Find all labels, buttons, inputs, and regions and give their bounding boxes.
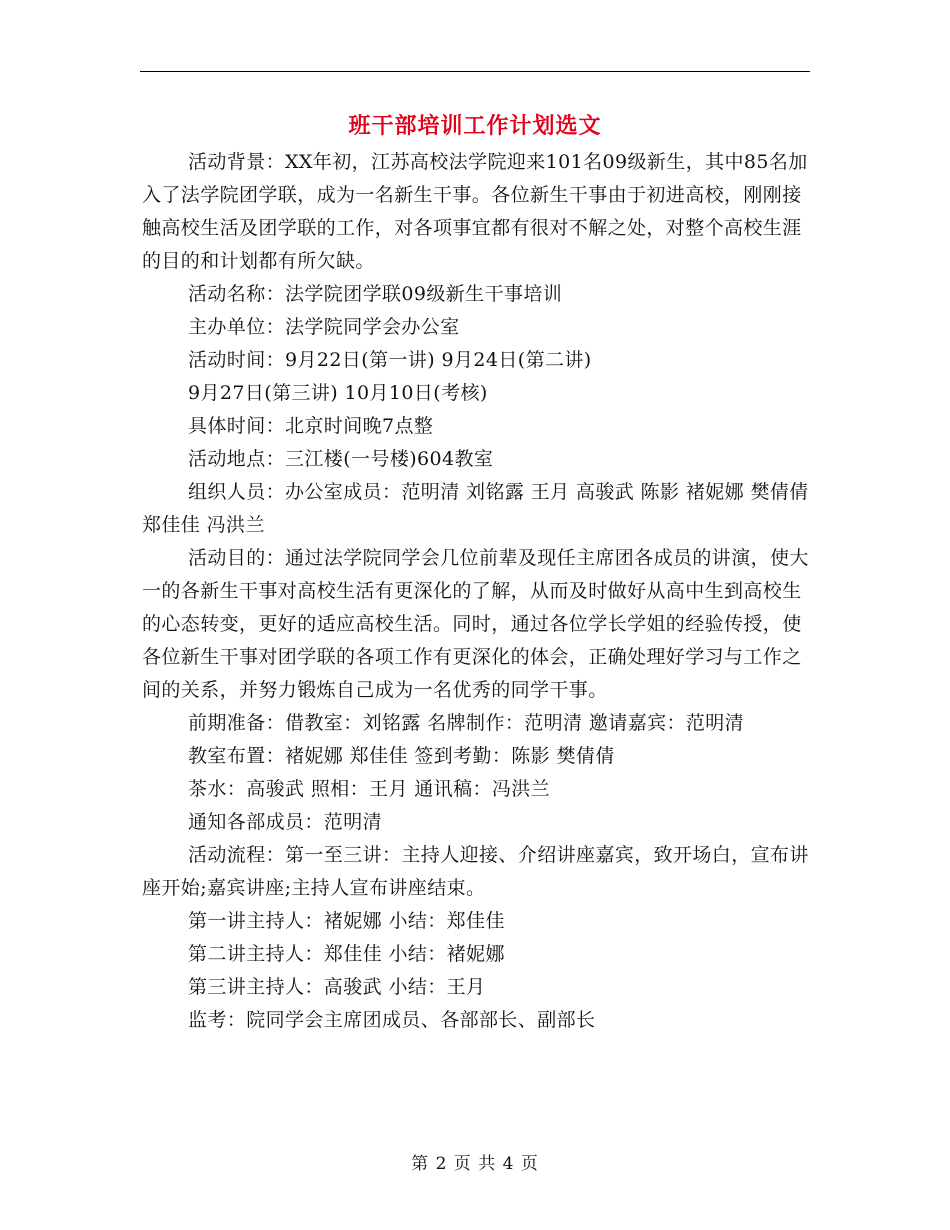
paragraph-process: 活动流程：第一至三讲：主持人迎接、介绍讲座嘉宾，致开场白，宣布讲座开始;嘉宾讲座;主持人宣布讲座结束。 <box>142 844 809 899</box>
document-title: 班干部培训工作计划选文 <box>348 113 602 139</box>
paragraph-specific-time: 具体时间：北京时间晚7点整 <box>188 415 434 437</box>
paragraph-host-1: 第一讲主持人：褚妮娜 小结：郑佳佳 <box>188 910 505 932</box>
page-number: 第 2 页 共 4 页 <box>411 1154 539 1174</box>
paragraph-location: 活动地点：三江楼(一号楼)604教室 <box>188 448 494 470</box>
paragraph-room-setup: 教室布置：褚妮娜 郑佳佳 签到考勤：陈影 樊倩倩 <box>188 745 615 767</box>
paragraph-background: 活动背景：XX年初，江苏高校法学院迎来101名09级新生，其中85名加入了法学院团学联，成为一名新生干事。各位新生干事由于初进高校，刚刚接触高校生活及团学联的工作，对各项事宜都有很对不解之处，对整个高校生涯的目的和计划都有所欠缺。 <box>142 151 808 272</box>
paragraph-notify: 通知各部成员：范明清 <box>188 811 383 833</box>
paragraph-host-2: 第二讲主持人：郑佳佳 小结：褚妮娜 <box>188 943 505 965</box>
paragraph-host-3: 第三讲主持人：高骏武 小结：王月 <box>188 976 486 998</box>
paragraph-organizer: 主办单位：法学院同学会办公室 <box>188 316 460 338</box>
paragraph-purpose: 活动目的：通过法学院同学会几位前辈及现任主席团各成员的讲演，使大一的各新生干事对高校生活有更深化的了解，从而及时做好从高中生到高校生的心态转变，更好的适应高校生活。同时，通过各位学长学姐的经验传授，使各位新生干事对团学联的各项工作有更深化的体会，正确处理好学习与工作之间的关系，并努力锻炼自己成为一名优秀的同学干事。 <box>142 547 809 701</box>
header-rule <box>140 71 810 72</box>
paragraph-activity-time: 活动时间：9月22日(第一讲) 9月24日(第二讲) <box>188 349 592 371</box>
paragraph-preparation: 前期准备：借教室：刘铭露 名牌制作：范明清 邀请嘉宾：范明清 <box>188 712 745 734</box>
paragraph-activity-name: 活动名称：法学院团学联09级新生干事培训 <box>188 283 563 305</box>
paragraph-activity-time-cont: 9月27日(第三讲) 10月10日(考核) <box>188 382 488 404</box>
document-body <box>142 146 810 1037</box>
paragraph-proctor: 监考：院同学会主席团成员、各部部长、副部长 <box>188 1009 596 1031</box>
paragraph-tea: 茶水：高骏武 照相：王月 通讯稿：冯洪兰 <box>188 778 551 800</box>
paragraph-staff: 组织人员：办公室成员：范明清 刘铭露 王月 高骏武 陈影 褚妮娜 樊倩倩 郑佳佳 冯洪兰 <box>142 481 809 536</box>
